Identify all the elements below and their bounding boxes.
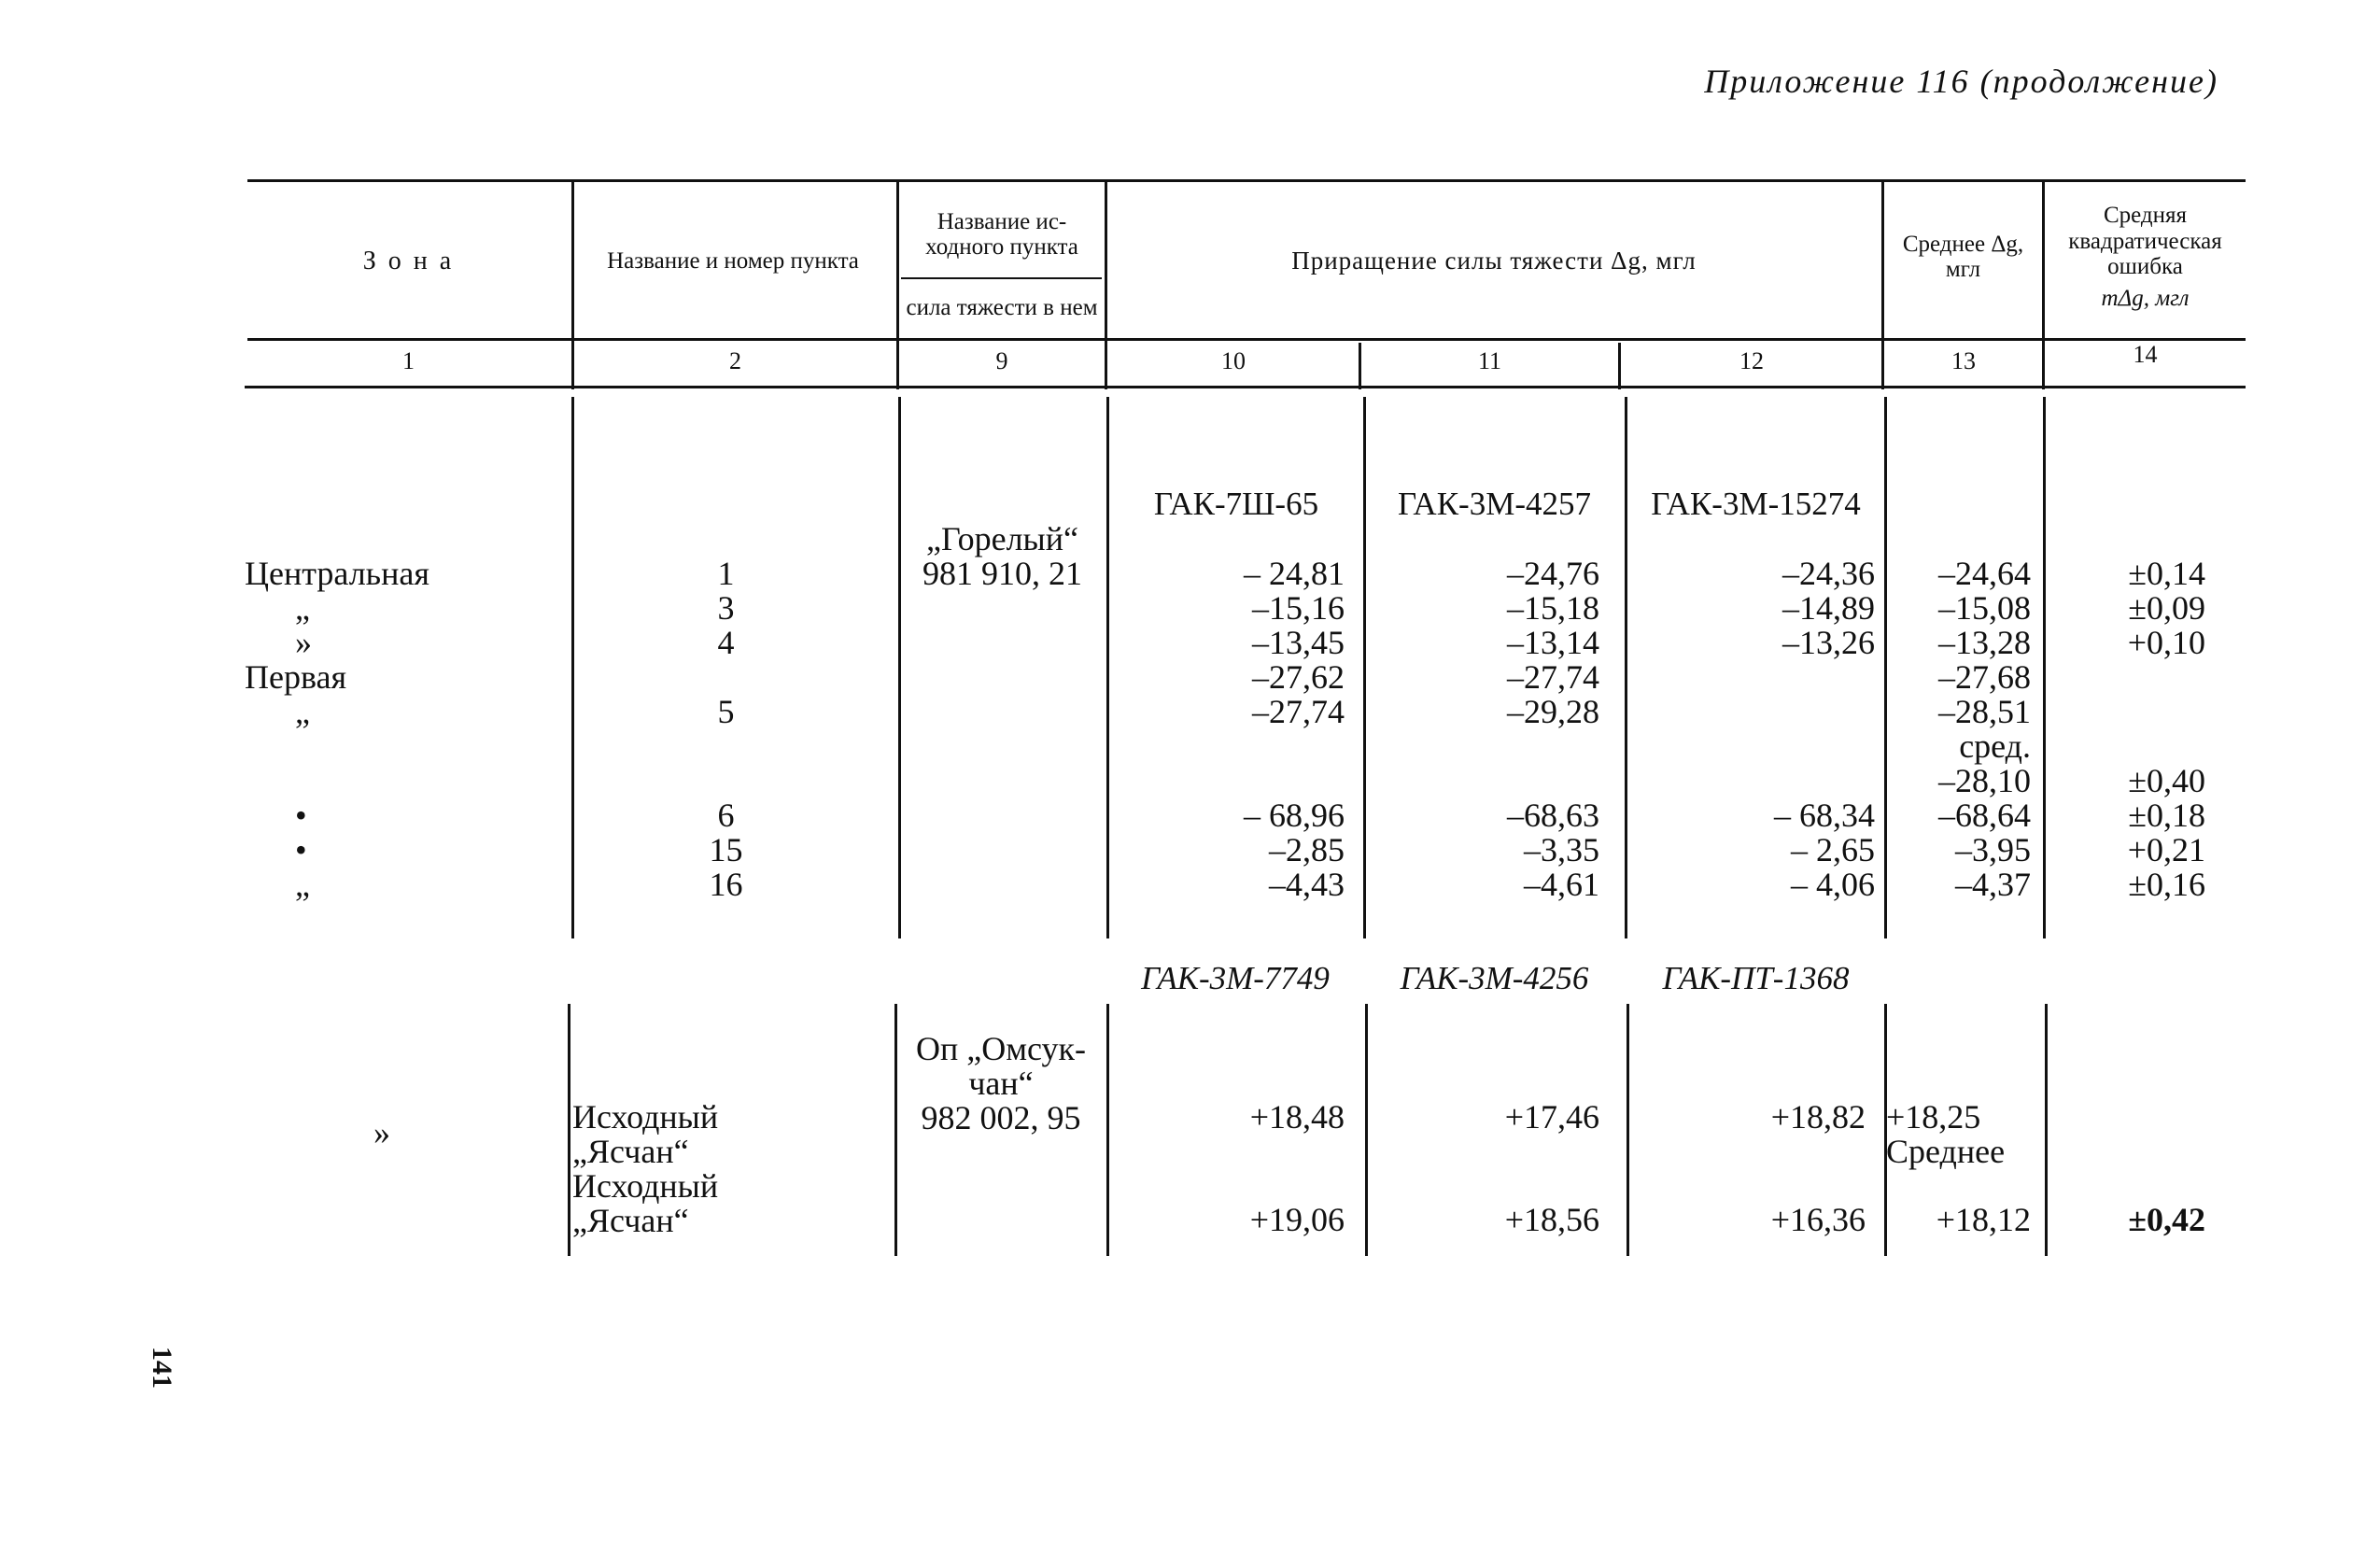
block2-column-12-first: +18,82: [1770, 1098, 1866, 1136]
block1-column-14: ±0,14 ±0,09 +0,10 ±0,40 ±0,18 +0,21 ±0,16: [2127, 555, 2205, 903]
block2-zone-column: »: [373, 1114, 390, 1151]
block2-column-12-second: +16,36: [1770, 1201, 1866, 1238]
header-origin-name: Название ис-ходного пункта: [925, 208, 1078, 260]
block2-column-13-second: +18,12: [1936, 1201, 2031, 1238]
block2-origin-column: Оп „Омсук- чан“ 982 002, 95: [915, 1030, 1086, 1136]
instrument-label-6: ГАК-ПТ-1368: [1662, 960, 1850, 996]
header-point-name: Название и номер пункта: [607, 248, 859, 275]
body-divider-2b: [894, 1004, 897, 1256]
header-increment: Приращение силы тяжести Δg, мгл: [1291, 247, 1697, 275]
origin-split-rule: [901, 277, 1102, 279]
block2-column-11-first: +17,46: [1504, 1098, 1599, 1136]
side-page-number: 141: [147, 1347, 177, 1389]
block1-point-column: 1 3 4 5 6 15 16: [709, 555, 743, 903]
block1-column-10: – 24,81 –15,16 –13,45 –27,62 –27,74 – 68,96 –2,85 –4,43: [1244, 555, 1345, 903]
column-number-14: 14: [2133, 341, 2158, 368]
column-number-9: 9: [995, 347, 1008, 374]
column-number-rule: [245, 386, 2246, 388]
block2-point-column: Исходный „Ясчан“ Исходный „Ясчан“: [572, 1098, 719, 1239]
header-mean: Среднее Δg, мгл: [1902, 231, 2024, 282]
header-bottom-rule: [247, 338, 2246, 341]
instrument-label-1: ГАК-7Ш-65: [1153, 486, 1319, 522]
body-divider-1b: [568, 1004, 570, 1256]
block2-column-11-second: +18,56: [1504, 1201, 1599, 1238]
header-zone: З о н а: [362, 246, 455, 275]
block1-origin-column: „Горелый“ 981 910, 21: [922, 520, 1082, 592]
column-number-10: 10: [1221, 347, 1246, 374]
instrument-label-4: ГАК-3М-7749: [1141, 960, 1330, 996]
header-origin-gravity: сила тяжести в нем: [906, 295, 1098, 321]
column-number-11: 11: [1477, 347, 1502, 374]
block1-column-12: –24,36 –14,89 –13,26 – 68,34 – 2,65 – 4,06: [1774, 555, 1875, 903]
header-rms-error-text: Средняя квадратическая ошибка: [2068, 203, 2222, 279]
block1-column-11: –24,76 –15,18 –13,14 –27,74 –29,28 –68,63 –3,35 –4,61: [1507, 555, 1599, 903]
page-header-note: Приложение 116 (продолжение): [1704, 63, 2218, 100]
column-number-13: 13: [1951, 347, 1976, 374]
body-divider-3b: [1106, 1004, 1109, 1256]
block1-column-13: –24,64 –15,08 –13,28 –27,68 –28,51 сред. –28,10 –68,64 –3,95 –4,37: [1938, 555, 2031, 903]
column-number-2: 2: [729, 347, 741, 374]
body-divider-3a: [1106, 397, 1109, 938]
instrument-label-3: ГАК-3М-15274: [1651, 486, 1861, 522]
body-divider-7a: [2043, 397, 2046, 938]
header-rms-error: [2045, 187, 2246, 327]
block2-column-14-second: ±0,42: [2128, 1201, 2205, 1238]
body-divider-2a: [898, 397, 901, 938]
table-top-rule: [247, 179, 2246, 182]
column-number-12: 12: [1739, 347, 1764, 374]
block2-column-10-second: +19,06: [1249, 1201, 1345, 1238]
block2-column-10-first: +18,48: [1249, 1098, 1345, 1136]
column-number-1: 1: [402, 347, 415, 374]
body-divider-1a: [571, 397, 574, 938]
block1-zone-column: Центральная „ » Первая „ • • „: [245, 555, 430, 903]
instrument-label-5: ГАК-3М-4256: [1400, 960, 1589, 996]
instrument-label-2: ГАК-3М-4257: [1398, 486, 1591, 522]
header-rms-error-symbol: mΔg, мгл: [2101, 285, 2190, 311]
block2-column-13-first: +18,25 Среднее: [1886, 1098, 2006, 1170]
